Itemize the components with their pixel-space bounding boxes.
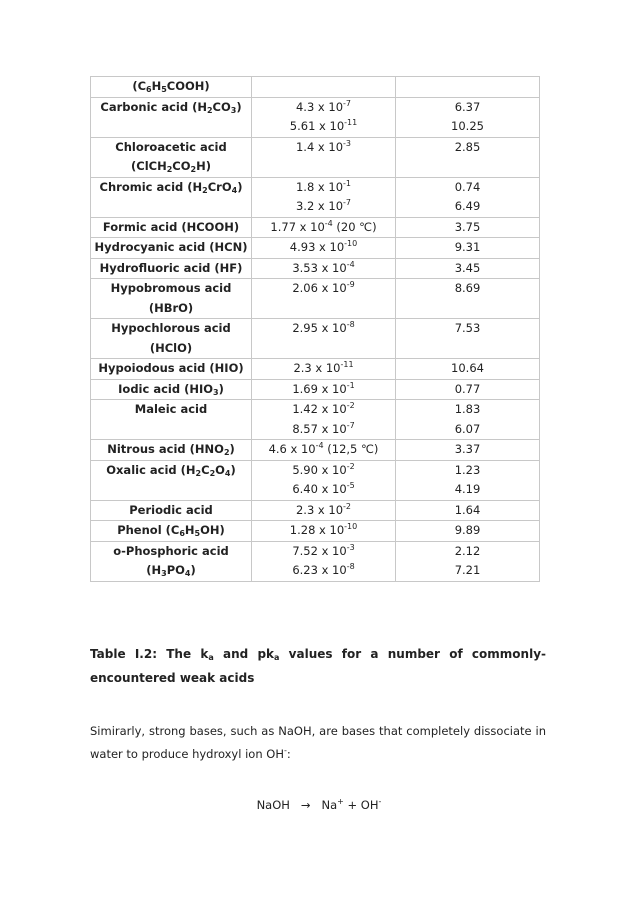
acid-name-cell (91, 238, 252, 259)
pka-value: 1.83 (454, 402, 481, 416)
body-paragraph: Simirarly, strong bases, such as NaOH, are bases that completely dissociate in water to produce hydroxyl ion OH-: (90, 724, 546, 761)
acid-name: Hydrocyanic acid (HCN) (94, 240, 248, 254)
acid-name: Periodic acid (129, 502, 213, 517)
ka-value: 1.4 x $10^{-3}$ (295, 138, 352, 154)
acid-name-cell (91, 258, 252, 279)
acid-name: $(C_6H_5COOH)$ (132, 79, 210, 94)
pka-cell (396, 319, 540, 359)
acid-name: Carbonic acid $(H_2CO_3)$ (100, 99, 242, 115)
ka-value: 5.90 x $10^{-2}$ (292, 461, 355, 477)
pka-value: 3.37 (454, 442, 481, 456)
ka-value: 6.40 x $10^{-5}$ (292, 481, 355, 496)
acid-name-cell (91, 77, 252, 98)
ka-value: 1.77 x $10^{-4}$ (20 ℃) (270, 218, 377, 234)
ka-cell (252, 521, 396, 542)
table-row (91, 258, 540, 279)
ka-cell (252, 359, 396, 380)
ka-cell (252, 97, 396, 137)
pka-value: 7.53 (454, 321, 481, 335)
ka-value: 7.52 x $10^{-3}$ (292, 542, 355, 558)
acid-name-cell (91, 279, 252, 319)
ka-value: 3.2 x $10^{-7}$ (295, 198, 352, 213)
dissociation-equation (0, 798, 638, 812)
pka-value: 1.64 (454, 502, 481, 517)
table-row (91, 359, 540, 380)
table-row (91, 238, 540, 259)
acid-name-cell (91, 440, 252, 461)
ka-value: 1.28 x $10^{-10}$ (289, 522, 358, 537)
ka-cell (252, 500, 396, 521)
ka-cell (252, 440, 396, 461)
ka-cell (252, 177, 396, 217)
pka-value: 10.25 (451, 119, 484, 133)
acid-name: Iodic acid $(HIO_3)$ (118, 381, 224, 397)
pka-cell (396, 279, 540, 319)
table-row (91, 319, 540, 359)
table-row (91, 379, 540, 400)
pka-value: 1.23 (454, 462, 481, 477)
acid-name: Hypobromous acid (110, 281, 232, 295)
ka-value: 2.06 x $10^{-9}$ (292, 280, 355, 295)
pka-value: 6.07 (454, 421, 481, 436)
pka-cell (396, 359, 540, 380)
ka-cell (252, 400, 396, 440)
ka-value: 2.3 x $10^{-11}$ (293, 360, 354, 375)
pka-cell (396, 541, 540, 581)
ka-value: 1.8 x $10^{-1}$ (295, 178, 352, 194)
ka-value: 4.93 x $10^{-10}$ (289, 239, 358, 254)
table-row (91, 97, 540, 137)
weak-acids-table (90, 76, 540, 582)
table-row (91, 460, 540, 500)
pka-value: 0.77 (454, 381, 481, 396)
acid-name-cell (91, 379, 252, 400)
acid-name-cell (91, 460, 252, 500)
ka-cell (252, 217, 396, 238)
pka-value: 3.45 (454, 260, 481, 275)
pka-value: 2.85 (454, 139, 481, 154)
equation-text: NaOH → Na+ + OH- (256, 797, 382, 812)
pka-cell (396, 177, 540, 217)
table-row (91, 500, 540, 521)
ka-cell (252, 541, 396, 581)
ka-cell (252, 379, 396, 400)
pka-value: 3.75 (454, 219, 481, 234)
pka-cell (396, 500, 540, 521)
pka-cell (396, 440, 540, 461)
acid-name-cell (91, 521, 252, 542)
acid-name: Chromic acid $(H_2CrO_4)$ (99, 179, 243, 195)
pka-cell (396, 97, 540, 137)
acid-name: Hypoiodous acid (HIO) (98, 361, 244, 375)
pka-cell (396, 521, 540, 542)
pka-value: 10.64 (451, 361, 484, 375)
ka-cell (252, 77, 396, 98)
table-row (91, 177, 540, 217)
pka-cell (396, 77, 540, 98)
pka-cell (396, 379, 540, 400)
pka-value: 0.74 (454, 179, 481, 194)
acid-name: Chloroacetic acid (115, 139, 227, 154)
ka-value: 4.6 x $10^{-4}$ (12,5 ℃) (268, 441, 379, 456)
ka-cell (252, 238, 396, 259)
acid-name-cell (91, 359, 252, 380)
pka-value: 6.49 (454, 199, 481, 213)
ka-value: 3.53 x $10^{-4}$ (292, 259, 355, 275)
acid-name: Formic acid (HCOOH) (102, 219, 240, 234)
acid-name: Maleic acid (134, 402, 208, 416)
acid-name: Nitrous acid $(HNO_2)$ (107, 442, 235, 457)
acid-name-cell (91, 97, 252, 137)
ka-value: 2.3 x $10^{-2}$ (295, 501, 352, 517)
ka-value: 4.3 x $10^{-7}$ (295, 98, 352, 114)
acid-name-cell (91, 177, 252, 217)
acid-formula: (HClO) (149, 340, 193, 355)
acid-name: Hydrofluoric acid (HF) (99, 260, 243, 275)
acid-name: o-Phosphoric acid (113, 543, 229, 558)
pka-cell (396, 137, 540, 177)
pka-value: 2.12 (454, 543, 481, 558)
table-row (91, 400, 540, 440)
acid-name-cell (91, 137, 252, 177)
acid-name-cell (91, 541, 252, 581)
table-row (91, 77, 540, 98)
pka-value: 7.21 (454, 563, 481, 577)
pka-value: 6.37 (454, 99, 481, 114)
ka-value: 6.23 x $10^{-8}$ (292, 562, 355, 577)
ka-value: 1.69 x $10^{-1}$ (292, 380, 355, 396)
table-row (91, 279, 540, 319)
table-row (91, 440, 540, 461)
table-row (91, 217, 540, 238)
table-row (91, 541, 540, 581)
ka-cell (252, 258, 396, 279)
acid-name-cell (91, 319, 252, 359)
ka-cell (252, 279, 396, 319)
table-row (91, 521, 540, 542)
ka-value: 8.57 x $10^{-7}$ (292, 420, 355, 436)
acid-name: Hypochlorous acid (111, 321, 231, 335)
acid-name-cell (91, 217, 252, 238)
pka-cell (396, 238, 540, 259)
pka-value: 4.19 (454, 482, 481, 496)
pka-cell (396, 258, 540, 279)
acid-formula: $(H_3PO_4)$ (146, 563, 196, 578)
pka-cell (396, 400, 540, 440)
acid-name-cell (91, 500, 252, 521)
pka-value: 9.89 (454, 523, 481, 537)
ka-value: 2.95 x $10^{-8}$ (292, 320, 355, 335)
ka-value: 1.42 x $10^{-2}$ (292, 401, 355, 416)
acid-name: Phenol $(C_6H_5OH)$ (117, 523, 225, 538)
ka-cell (252, 319, 396, 359)
pka-cell (396, 217, 540, 238)
ka-cell (252, 137, 396, 177)
ka-cell (252, 460, 396, 500)
pka-value: 9.31 (454, 240, 481, 254)
pka-value: 8.69 (454, 281, 481, 295)
table-row (91, 137, 540, 177)
pka-cell (396, 460, 540, 500)
ka-value: 5.61 x $10^{-11}$ (289, 118, 358, 133)
table-caption: Table I.2: The $k_a$ and $pk_a$ values for a number of commonly-encountered weak acids (90, 647, 546, 685)
acid-formula: $(ClCH_2CO_2H)$ (131, 159, 211, 174)
acid-name: Oxalic acid $(H_2C_2O_4)$ (106, 462, 236, 478)
acid-name-cell (91, 400, 252, 440)
acid-formula: (HBrO) (148, 300, 194, 315)
